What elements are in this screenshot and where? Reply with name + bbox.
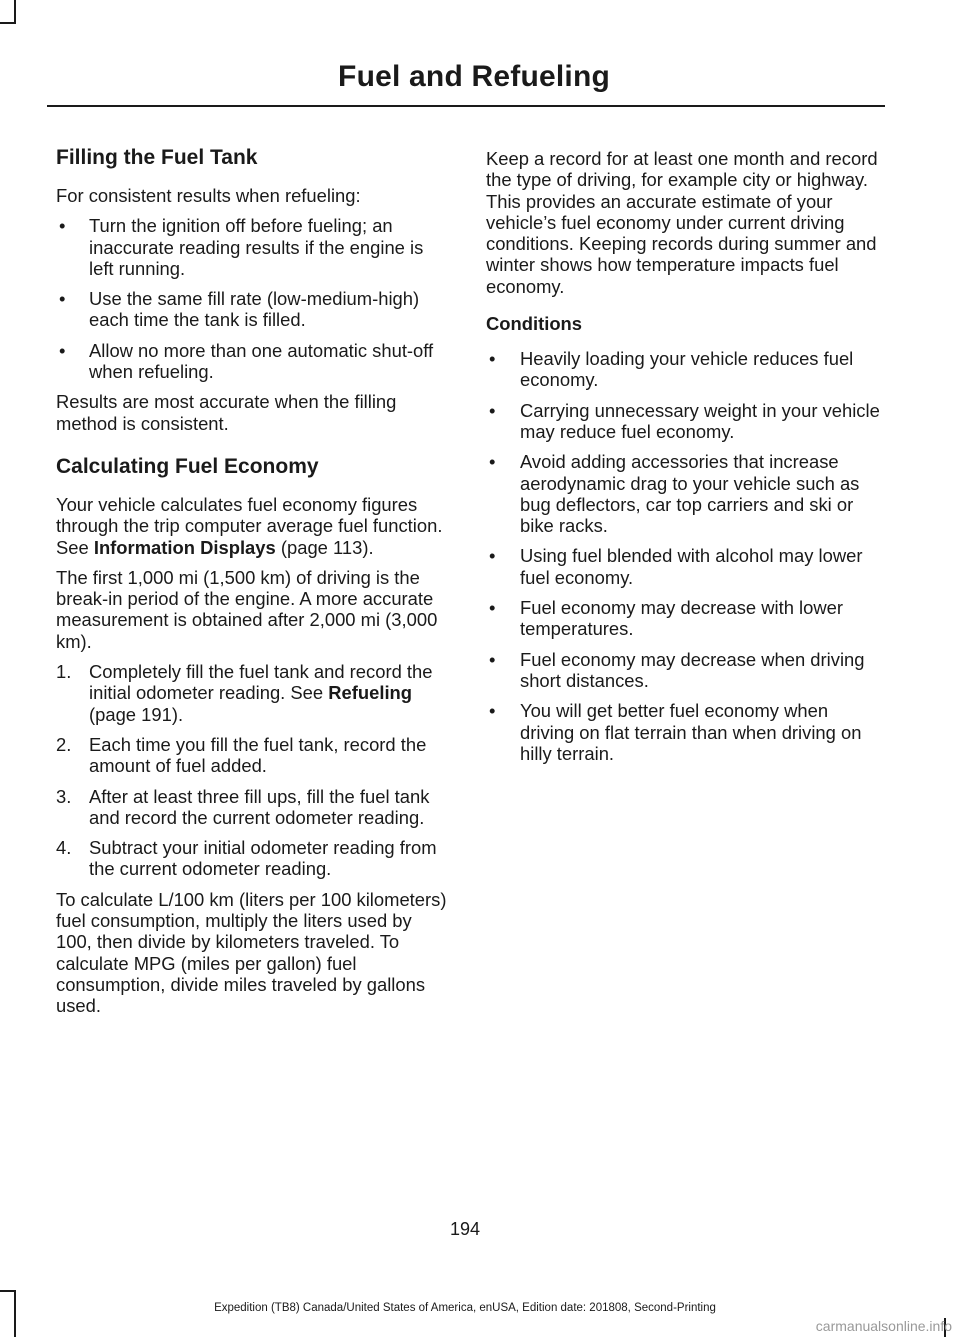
paragraph: For consistent results when refueling: bbox=[56, 185, 361, 206]
bullet-marker: • bbox=[489, 399, 496, 421]
bullet-marker: • bbox=[489, 545, 496, 567]
paragraph: Keep a record for at least one month and record the type of driving, for example city or highway. This provides an accurate estimate of your vehicle’s fuel economy under current driving conditions. Keeping records during summer and winter shows how temperature impacts fuel economy. bbox=[486, 148, 878, 297]
bullet-marker: • bbox=[489, 648, 496, 670]
list-item-text: Use the same fill rate (low-medium-high) each time the tank is filled. bbox=[89, 288, 420, 331]
header-divider bbox=[47, 105, 885, 107]
right-column bbox=[486, 148, 882, 773]
step-number: 3. bbox=[56, 785, 72, 807]
list-item bbox=[56, 734, 448, 777]
text-run: Your vehicle calculates fuel economy figures through the trip computer average fuel function. See bbox=[56, 493, 443, 558]
list-item-text: You will get better fuel economy when driving on flat terrain than when driving on hilly terrain. bbox=[520, 700, 862, 764]
list-item bbox=[486, 700, 882, 764]
numbered-list bbox=[56, 661, 448, 880]
bullet-list bbox=[486, 348, 882, 764]
list-item-text: Fuel economy may decrease with lower temperatures. bbox=[520, 597, 843, 640]
step-number: 4. bbox=[56, 837, 72, 859]
list-item bbox=[56, 340, 448, 383]
list-item bbox=[486, 451, 882, 536]
bullet-marker: • bbox=[489, 348, 496, 370]
bullet-marker: • bbox=[59, 215, 66, 237]
page-number: 194 bbox=[449, 1219, 481, 1239]
paragraph: To calculate L/100 km (liters per 100 kilometers) fuel consumption, multiply the liters used by 100, then divide by kilometers traveled. To calculate MPG (miles per gallon) fuel consumption, divide miles traveled by gallons used. bbox=[56, 888, 447, 1017]
cross-reference-link[interactable]: Information Displays bbox=[93, 536, 276, 558]
list-item bbox=[56, 288, 448, 331]
list-item-text: Using fuel blended with alcohol may lower fuel economy. bbox=[520, 545, 863, 588]
section-heading-calculating: Calculating Fuel Economy bbox=[56, 454, 319, 478]
text-run: (page 191). bbox=[89, 703, 184, 725]
paragraph bbox=[56, 494, 448, 558]
bullet-marker: • bbox=[59, 288, 66, 310]
step-number: 1. bbox=[56, 661, 72, 683]
bullet-marker: • bbox=[59, 339, 66, 361]
list-item-text: Allow no more than one automatic shut-off when refueling. bbox=[89, 339, 434, 383]
list-item-text: Avoid adding accessories that increase aerodynamic drag to your vehicle such as bug deflectors, car top carriers and ski or bike racks. bbox=[520, 451, 860, 537]
list-item bbox=[486, 649, 882, 692]
paragraph: The first 1,000 mi (1,500 km) of driving is the break-in period of the engine. A more accurate measurement is obtained after 2,000 mi (3,000 km). bbox=[56, 566, 438, 652]
list-item bbox=[486, 348, 882, 391]
text-run: Completely fill the fuel tank and record the initial odometer reading. See bbox=[89, 661, 433, 704]
page-title: Fuel and Refueling bbox=[338, 60, 610, 93]
paragraph: Results are most accurate when the filling method is consistent. bbox=[56, 391, 397, 434]
list-item-text: Fuel economy may decrease when driving short distances. bbox=[520, 648, 865, 691]
list-item bbox=[486, 597, 882, 640]
list-item bbox=[56, 661, 448, 725]
section-heading-conditions: Conditions bbox=[486, 313, 583, 335]
left-column bbox=[56, 143, 448, 1026]
bullet-marker: • bbox=[489, 700, 496, 722]
list-item-text: Subtract your initial odometer reading from the current odometer reading. bbox=[89, 837, 437, 880]
crop-mark bbox=[14, 0, 16, 24]
watermark: carmanualsonline.info bbox=[815, 1318, 952, 1334]
list-item bbox=[486, 545, 882, 588]
cross-reference-link[interactable]: Refueling bbox=[328, 682, 413, 704]
bullet-list bbox=[56, 215, 448, 382]
list-item bbox=[486, 400, 882, 443]
bullet-marker: • bbox=[489, 451, 496, 473]
crop-mark bbox=[0, 22, 16, 24]
list-item bbox=[56, 786, 448, 829]
footer-edition-info: Expedition (TB8) Canada/United States of America, enUSA, Edition date: 201808, Second-Printing bbox=[214, 1302, 716, 1314]
list-item bbox=[56, 837, 448, 880]
list-item-text: Turn the ignition off before fueling; an inaccurate reading results if the engine is left running. bbox=[89, 215, 424, 279]
text-run: (page 113). bbox=[275, 536, 374, 558]
list-item-text: After at least three fill ups, fill the fuel tank and record the current odometer reading. bbox=[89, 785, 430, 828]
section-heading-filling: Filling the Fuel Tank bbox=[56, 146, 258, 169]
list-item-text: Heavily loading your vehicle reduces fuel economy. bbox=[520, 348, 854, 391]
list-item bbox=[56, 215, 448, 279]
crop-mark bbox=[0, 1290, 16, 1292]
list-item-text: Carrying unnecessary weight in your vehicle may reduce fuel economy. bbox=[520, 399, 880, 442]
step-number: 2. bbox=[56, 733, 72, 755]
list-item-text: Each time you fill the fuel tank, record the amount of fuel added. bbox=[89, 733, 427, 777]
bullet-marker: • bbox=[489, 597, 496, 619]
